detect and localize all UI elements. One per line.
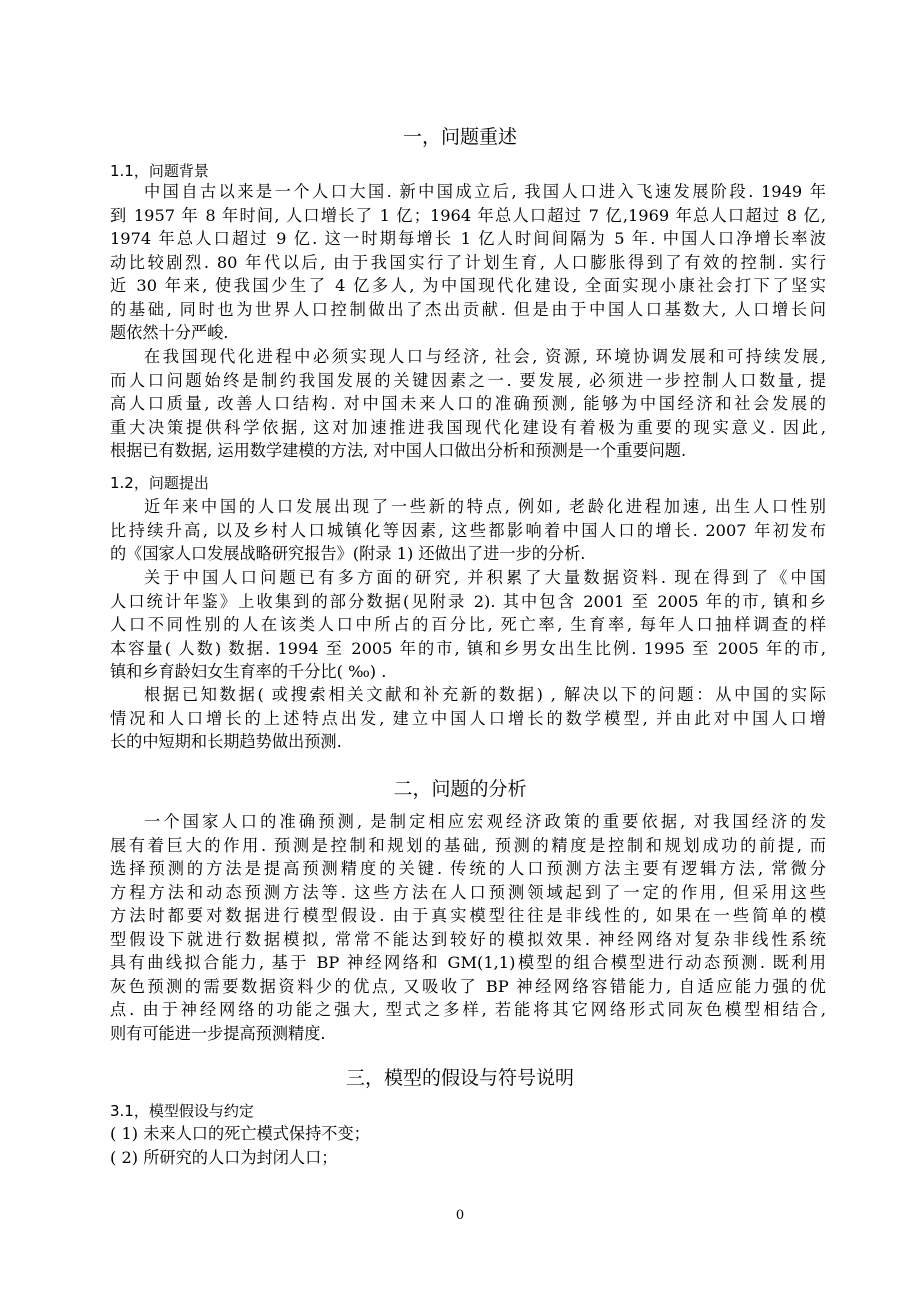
paragraph [110,495,826,566]
paragraph [110,345,826,463]
text-line: 方程方法和动态预测方法等. 这些方法在人口预测领域起到了一定的作用, 但采用这些 [110,882,826,902]
section-2-title: 二，问题的分析 [393,778,527,800]
text-line: 展有着巨大的作用. 预测是控制和规划的基础, 预测的精度是控制和规划成功的前提, 而 [110,835,826,855]
text-line: 而人口问题始终是制约我国发展的关键因素之一. 要发展, 必须进一步控制人口数量, 提 [110,370,826,390]
text-line: 根据已有数据, 运用数学建模的方法, 对中国人口做出分析和预测是一个重要问题. [110,441,687,460]
paragraph [110,566,826,684]
subsection-1-2-heading: 1.2，问题提出 [110,474,209,492]
section-3-title: 三，模型的假设与符号说明 [345,1067,574,1089]
assumption-item: ( 2) 所研究的人口为封闭人口； [110,1147,338,1167]
text-line: 1974 年总人口超过 9 亿. 这一时期每增长 1 亿人时间间隔为 5 年. 中国人口净增长率波 [110,229,826,248]
text-line: 人口统计年鉴》上收集到的部分数据(见附录 2). 其中包含 2001 至 2005 年的市, 镇和乡 [110,591,826,611]
subsection-3-1-heading: 3.1，模型假设与约定 [110,1102,254,1120]
text-line: 根据已知数据( 或搜索相关文献和补充新的数据) , 解决以下的问题：从中国的实际 [144,685,826,704]
text-line: 点. 由于神经网络的功能之强大, 型式之多样, 若能将其它网络形式同灰色模型相结合, [110,1000,826,1019]
text-line: 的基础, 同时也为世界人口控制做出了杰出贡献. 但是由于中国人口基数大, 人口增长问 [110,299,826,319]
text-line: 灰色预测的需要数据资料少的优点, 又吸收了 BP 神经网络容错能力, 自适应能力强的优 [110,976,826,996]
text-line: 具有曲线拟合能力, 基于 BP 神经网络和 GM(1,1)模型的组合模型进行动态预测. 既利用 [110,953,826,972]
text-line: 近年来中国的人口发展出现了一些新的特点, 例如, 老龄化进程加速, 出生人口性别 [144,497,826,516]
text-line: 则有可能进一步提高预测精度. [110,1023,326,1043]
text-line: 动比较剧烈. 80 年代以后, 由于我国实行了计划生育, 人口膨胀得到了有效的控制. 实行 [110,252,826,272]
text-line: 中国自古以来是一个人口大国. 新中国成立后, 我国人口进入飞速发展阶段. 1949 年 [144,182,826,201]
text-line: 高人口质量, 改善人口结构. 对中国未来人口的准确预测, 能够为中国经济和社会发展的 [110,394,826,413]
paragraph [110,810,826,1045]
text-line: 情况和人口增长的上述特点出发, 建立中国人口增长的数学模型, 并由此对中国人口增 [110,708,826,728]
text-line: 型假设下就进行数据模拟, 常常不能达到较好的模拟效果. 神经网络对复杂非线性系统 [110,929,826,949]
paragraph [110,180,826,345]
text-line: 一个国家人口的准确预测, 是制定相应宏观经济政策的重要依据, 对我国经济的发 [144,812,826,831]
text-line: 近 30 年来, 使我国少生了 4 亿多人, 为中国现代化建设, 全面实现小康社会打下了坚实 [110,276,826,295]
text-line: 重大决策提供科学依据, 这对加速推进我国现代化建设有着极为重要的现实意义. 因此, [110,417,826,437]
text-line: 关于中国人口问题已有多方面的研究, 并积累了大量数据资料. 现在得到了《中国 [144,568,826,587]
section-1-title: 一，问题重述 [402,126,517,148]
text-line: 方法时都要对数据进行模型假设. 由于真实模型往往是非线性的, 如果在一些简单的模 [110,906,826,925]
text-line: 选择预测的方法是提高预测精度的关键. 传统的人口预测方法主要有逻辑方法, 常微分 [110,859,826,878]
subsection-1-1-heading: 1.1，问题背景 [110,162,209,180]
text-line: 镇和乡育龄妇女生育率的千分比( ‰) . [110,662,387,681]
text-line: 比持续升高, 以及乡村人口城镇化等因素, 这些都影响着中国人口的增长. 2007 年初发布 [110,520,826,540]
text-line: 本容量( 人数) 数据. 1994 至 2005 年的市, 镇和乡男女出生比例. 1995 至 2005 年的市, [110,638,826,658]
text-line: 长的中短期和长期趋势做出预测. [110,732,342,751]
paragraph [110,683,826,754]
text-line: 到 1957 年 8 年时间, 人口增长了 1 亿；1964 年总人口超过 7 亿,1969 年总人口超过 8 亿, [110,205,826,225]
page-number: 0 [455,1208,465,1223]
assumption-item: ( 1) 未来人口的死亡模式保持不变； [110,1124,370,1143]
text-line: 在我国现代化进程中必须实现人口与经济, 社会, 资源, 环境协调发展和可持续发展, [144,347,826,366]
text-line: 人口不同性别的人在该类人口中所占的百分比, 死亡率, 生育率, 每年人口抽样调查的样 [110,615,826,634]
text-line: 题依然十分严峻. [110,323,229,342]
text-line: 的《国家人口发展战略研究报告》(附录 1) 还做出了进一步的分析. [110,544,586,563]
